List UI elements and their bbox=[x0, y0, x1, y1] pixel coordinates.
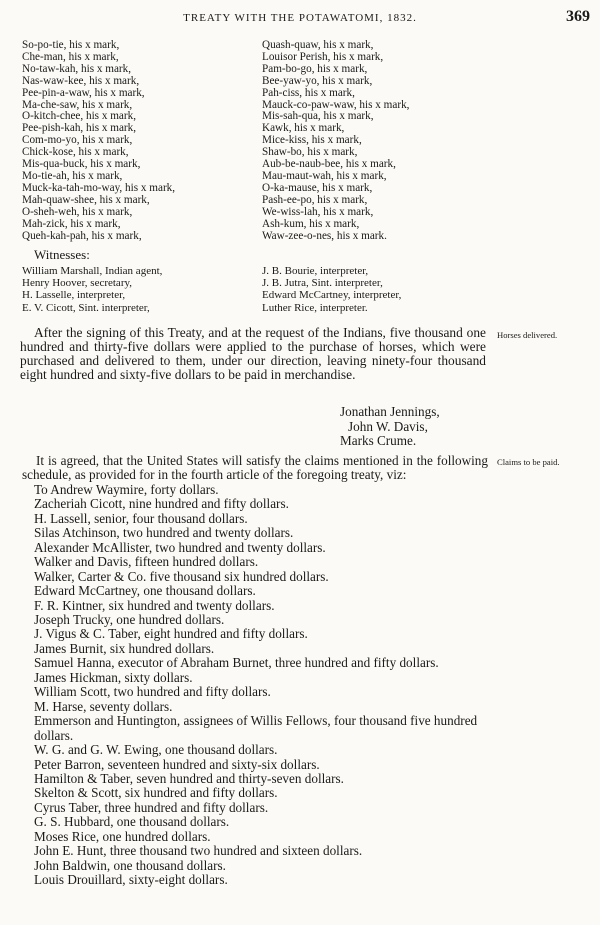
signature-line: Mah-zick, his x mark, bbox=[22, 217, 121, 230]
signature-line: Ma-che-saw, his x mark, bbox=[22, 98, 133, 111]
claim-item: M. Harse, seventy dollars. bbox=[34, 698, 173, 714]
running-title: TREATY WITH THE POTAWATOMI, 1832. bbox=[183, 12, 417, 24]
commissioner-name: Marks Crume. bbox=[340, 433, 417, 448]
claim-item: Walker and Davis, fifteen hundred dollars. bbox=[34, 554, 259, 570]
horses-paragraph bbox=[20, 326, 486, 382]
claims-section bbox=[22, 454, 488, 888]
signature-line: Nas-waw-kee, his x mark, bbox=[22, 74, 140, 87]
page-number: 369 bbox=[566, 8, 590, 25]
signature-line: We-wiss-lah, his x mark, bbox=[262, 205, 374, 218]
signature-line: O-ka-mause, his x mark, bbox=[262, 181, 373, 194]
signature-line: Aub-be-naub-bee, his x mark, bbox=[262, 158, 396, 171]
claim-item: W. G. and G. W. Ewing, one thousand dollars. bbox=[34, 742, 278, 758]
signature-line: Pam-bo-go, his x mark, bbox=[262, 62, 368, 75]
signature-line: Che-man, his x mark, bbox=[22, 50, 119, 63]
claim-item: F. R. Kintner, six hundred and twenty dollars. bbox=[34, 597, 275, 613]
signature-line: Bee-yaw-yo, his x mark, bbox=[262, 74, 373, 87]
witness-line: H. Lasselle, interpreter, bbox=[22, 289, 126, 302]
signature-line: Pash-ee-po, his x mark, bbox=[262, 193, 368, 206]
claim-item: Cyrus Taber, three hundred and fifty dollars. bbox=[34, 799, 269, 815]
signature-line: O-kitch-chee, his x mark, bbox=[22, 110, 137, 123]
margin-note-horses: Horses delivered. bbox=[497, 330, 558, 340]
signature-column-left bbox=[22, 40, 262, 242]
signature-line: So-po-tie, his x mark, bbox=[22, 39, 120, 51]
signature-line: O-sheh-weh, his x mark, bbox=[22, 205, 133, 218]
claim-item: Zacheriah Cicott, nine hundred and fifty dollars. bbox=[34, 496, 289, 512]
page-header bbox=[0, 8, 600, 28]
claim-item: Louis Drouillard, sixty-eight dollars. bbox=[34, 872, 228, 888]
witnesses-heading: Witnesses: bbox=[34, 247, 90, 262]
signature-line: Com-mo-yo, his x mark, bbox=[22, 134, 133, 147]
claim-item: Hamilton & Taber, seven hundred and thirty-seven dollars. bbox=[34, 770, 344, 786]
commissioner-signatures bbox=[340, 405, 440, 449]
witness-line: Edward McCartney, interpreter, bbox=[262, 289, 402, 302]
signature-line: Pee-pin-a-waw, his x mark, bbox=[22, 86, 145, 99]
witness-line: Henry Hoover, secretary, bbox=[22, 277, 133, 290]
claim-item: Silas Atchinson, two hundred and twenty dollars. bbox=[34, 525, 294, 541]
signature-line: Pah-ciss, his x mark, bbox=[262, 86, 355, 99]
signature-line: Queh-kah-pah, his x mark, bbox=[22, 229, 142, 242]
claim-item: J. Vigus & C. Taber, eight hundred and fifty dollars. bbox=[34, 626, 308, 642]
signature-line: Waw-zee-o-nes, his x mark. bbox=[262, 229, 387, 242]
signature-line: Mauck-co-paw-waw, his x mark, bbox=[262, 98, 410, 111]
claim-item: Emmerson and Huntington, assignees of Willis Fellows, four thousand five hundred dollars. bbox=[34, 713, 478, 743]
signature-line: Pee-pish-kah, his x mark, bbox=[22, 122, 137, 135]
signature-line: Mis-qua-buck, his x mark, bbox=[22, 158, 141, 171]
claim-item: G. S. Hubbard, one thousand dollars. bbox=[34, 814, 230, 830]
margin-note-claims: Claims to be paid. bbox=[497, 457, 560, 467]
signature-line: Muck-ka-tah-mo-way, his x mark, bbox=[22, 181, 176, 194]
claims-intro: It is agreed, that the United States will satisfy the claims mentioned in the following schedule, as provided for in the fourth article of the foregoing treaty, viz: bbox=[22, 453, 488, 483]
signature-line: No-taw-kah, his x mark, bbox=[22, 62, 132, 75]
claim-item: Samuel Hanna, executor of Abraham Burnet, three hundred and fifty dollars. bbox=[34, 655, 439, 671]
claim-item: Peter Barron, seventeen hundred and sixty-six dollars. bbox=[34, 756, 320, 772]
witness-line: J. B. Bourie, interpreter, bbox=[262, 265, 369, 277]
claim-item: Joseph Trucky, one hundred dollars. bbox=[34, 611, 225, 627]
witness-line: Luther Rice, interpreter. bbox=[262, 301, 368, 314]
witness-column-left bbox=[22, 265, 262, 314]
signature-line: Mo-tie-ah, his x mark, bbox=[22, 169, 123, 182]
signature-line: Mau-maut-wah, his x mark, bbox=[262, 169, 387, 182]
claim-item: John E. Hunt, three thousand two hundred and sixteen dollars. bbox=[34, 843, 363, 859]
claim-item: Moses Rice, one hundred dollars. bbox=[34, 828, 211, 844]
signature-line: Chick-kose, his x mark, bbox=[22, 146, 129, 159]
signature-line: Louisor Perish, his x mark, bbox=[262, 50, 384, 63]
claim-item: H. Lassell, senior, four thousand dollars. bbox=[34, 510, 248, 526]
claim-item: John Baldwin, one thousand dollars. bbox=[34, 857, 226, 873]
witness-line: J. B. Jutra, Sint. interpreter, bbox=[262, 277, 383, 290]
signature-line: Mis-sah-qua, his x mark, bbox=[262, 110, 374, 123]
signature-line: Mah-quaw-shee, his x mark, bbox=[22, 193, 150, 206]
signature-line: Ash-kum, his x mark, bbox=[262, 217, 360, 230]
claim-item: To Andrew Waymire, forty dollars. bbox=[34, 481, 219, 497]
commissioner-name: John W. Davis, bbox=[348, 418, 428, 434]
commissioner-name: Jonathan Jennings, bbox=[340, 404, 440, 419]
signature-line: Kawk, his x mark, bbox=[262, 122, 345, 135]
claim-item: James Hickman, sixty dollars. bbox=[34, 669, 193, 685]
claim-item: James Burnit, six hundred dollars. bbox=[34, 640, 215, 656]
witness-column-right bbox=[262, 265, 482, 314]
horses-text: After the signing of this Treaty, and at the request of the Indians, five thousand one hundred and thirty-five dollars were applied to the purchase of horses, which were purchased and delivered to them, under our direction, leaving ninety-four thousand eight hundred and sixty-five dollars to be paid in merchandise. bbox=[20, 325, 486, 382]
claim-item: William Scott, two hundred and fifty dollars. bbox=[34, 684, 271, 700]
witness-line: E. V. Cicott, Sint. interpreter, bbox=[22, 301, 150, 314]
claim-item: Skelton & Scott, six hundred and fifty dollars. bbox=[34, 785, 278, 801]
claim-item: Edward McCartney, one thousand dollars. bbox=[34, 583, 256, 599]
signature-column-right bbox=[262, 40, 472, 242]
signature-line: Mice-kiss, his x mark, bbox=[262, 134, 362, 147]
signature-line: Quash-quaw, his x mark, bbox=[262, 39, 374, 51]
signature-line: Shaw-bo, his x mark, bbox=[262, 146, 358, 159]
witness-line: William Marshall, Indian agent, bbox=[22, 265, 163, 277]
claim-item: Alexander McAllister, two hundred and twenty dollars. bbox=[34, 539, 326, 555]
claim-item: Walker, Carter & Co. five thousand six hundred dollars. bbox=[34, 568, 329, 584]
